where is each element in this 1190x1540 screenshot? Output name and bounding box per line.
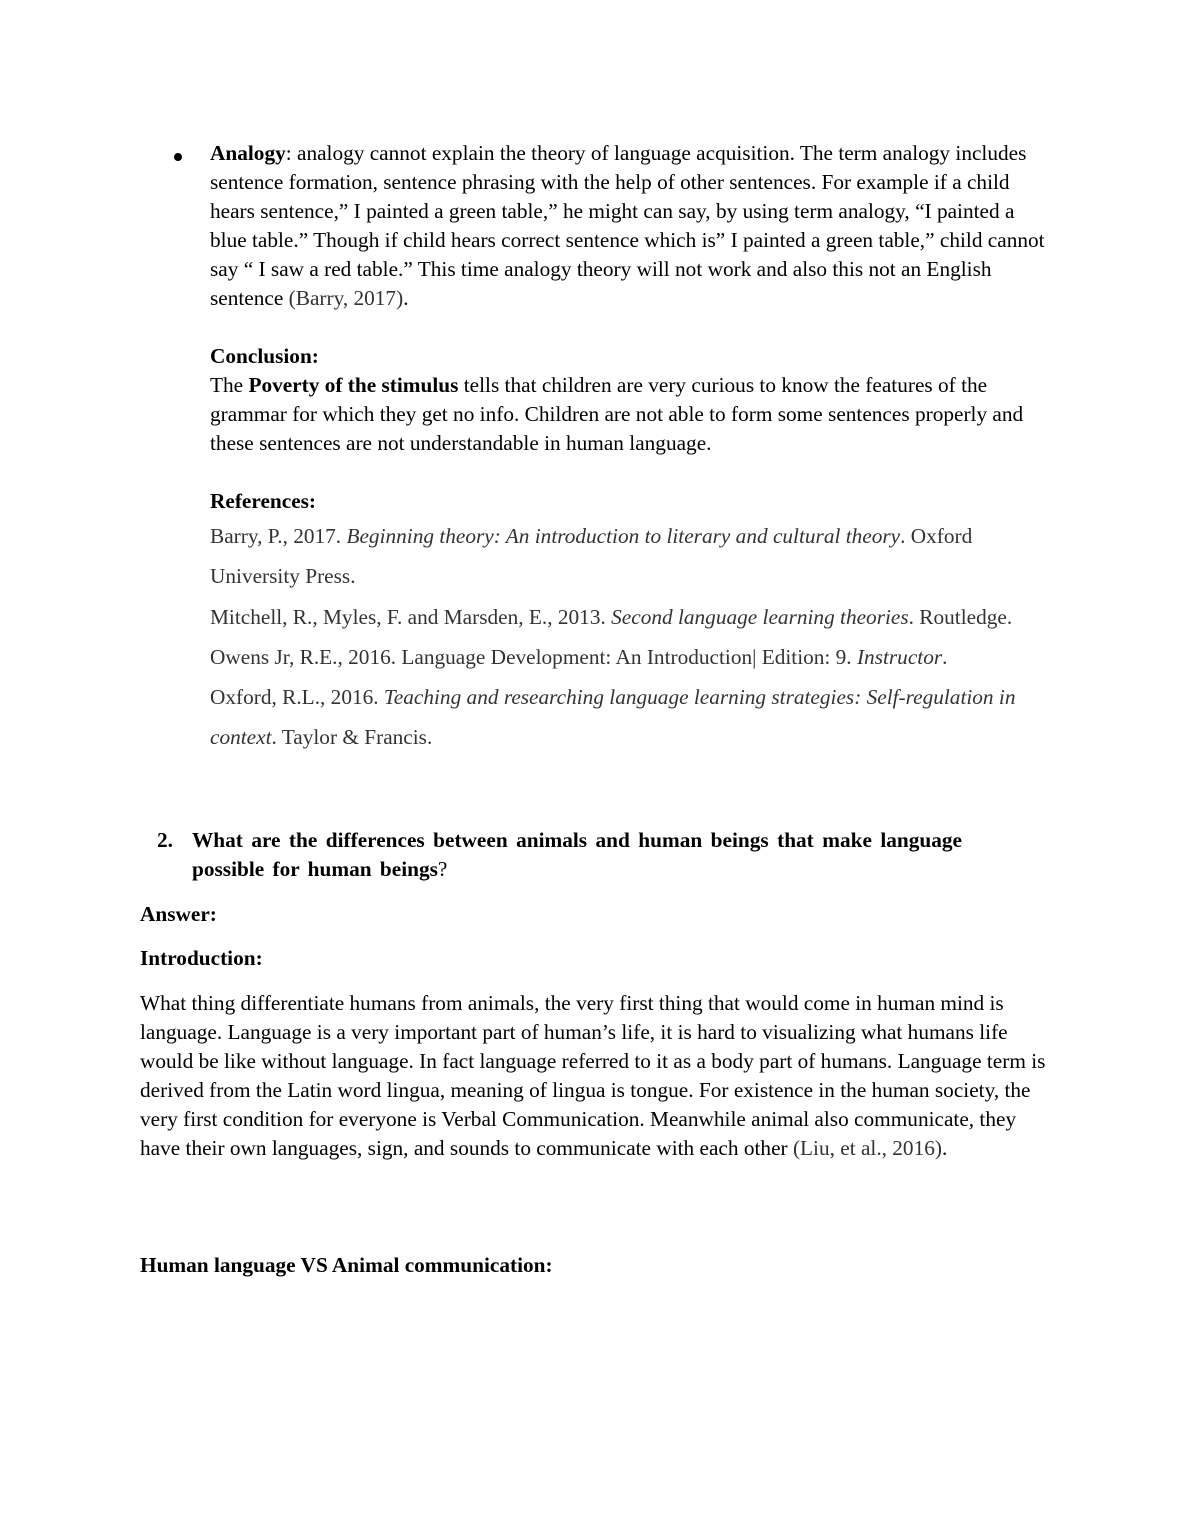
conclusion-lead: The bbox=[210, 373, 249, 397]
conclusion-section bbox=[210, 342, 1040, 458]
question-text bbox=[192, 826, 962, 884]
intro-heading: Introduction: bbox=[140, 946, 263, 970]
reference-item bbox=[210, 637, 1040, 677]
reference-publisher: . Oxford University Press. bbox=[210, 524, 973, 589]
reference-author: Owens Jr, R.E., 2016. Language Development: An Introduction| Edition: 9. bbox=[210, 644, 857, 669]
reference-author: Mitchell, R., Myles, F. and Marsden, E., 2013. bbox=[210, 604, 612, 629]
answer-heading-block bbox=[140, 900, 217, 929]
reference-author: Barry, P., 2017. bbox=[210, 524, 347, 548]
intro-paragraph bbox=[140, 989, 1050, 1163]
references-heading: References: bbox=[210, 489, 317, 513]
analogy-text: : analogy cannot explain the theory of language acquisition. The term analogy includes sentence formation, sentence phrasing with the help of other sentences. For example if a child hears sentence,” I painted a green table,” he might can say, by using term analogy, “I painted a blue table.” Though if child hears correct sentence which is” I painted a green table,” child cannot say “ I saw a red table.” This time analogy theory will not work and also this not an English sentence bbox=[210, 141, 1045, 310]
conclusion-text: tells that children are very curious to know the features of the grammar for which they get no info. Children are not able to form some sentences properly and these sentences are not understandable in human language. bbox=[210, 373, 1024, 455]
reference-item bbox=[210, 516, 1040, 597]
intro-text: What thing differentiate humans from animals, the very first thing that would come in human mind is language. Language is a very important part of human’s life, it is hard to visualizing what humans life would be like without language. In fact language referred to it as a body part of humans. Language term is derived from the Latin word lingua, meaning of lingua is tongue. For existence in the human society, the very first condition for everyone is Verbal Communication. Meanwhile animal also communicate, they have their own languages, sign, and sounds to communicate with each other bbox=[140, 991, 1046, 1160]
intro-citation: (Liu, et al., 2016) bbox=[792, 1136, 942, 1160]
reference-item bbox=[210, 677, 1040, 758]
section-heading-block bbox=[140, 1251, 553, 1280]
reference-publisher: . bbox=[942, 644, 948, 669]
analogy-citation: (Barry, 2017) bbox=[288, 286, 404, 310]
question-number: 2. bbox=[157, 828, 173, 852]
intro-heading-block bbox=[140, 944, 263, 973]
reference-item bbox=[210, 597, 1040, 637]
reference-publisher: . Taylor & Francis. bbox=[271, 725, 433, 750]
reference-title: Instructor bbox=[856, 644, 943, 669]
answer-heading: Answer: bbox=[140, 902, 217, 926]
reference-author: Oxford, R.L., 2016. bbox=[210, 685, 384, 710]
references-list bbox=[210, 516, 1040, 758]
references-heading-block bbox=[210, 487, 1040, 516]
reference-title: Teaching and researching language learning strategies: Self-regulation in context bbox=[210, 685, 1016, 750]
section-heading: Human language VS Animal communication: bbox=[140, 1253, 553, 1277]
question-body: What are the differences between animals and human beings that make language possible for human beings bbox=[192, 828, 962, 881]
analogy-end: . bbox=[403, 286, 409, 310]
analogy-paragraph bbox=[210, 139, 1050, 313]
intro-end: . bbox=[941, 1136, 948, 1160]
bullet-icon bbox=[174, 153, 182, 161]
question-mark: ? bbox=[437, 857, 448, 881]
reference-title: Beginning theory: An introduction to literary and cultural theory bbox=[346, 524, 901, 548]
analogy-term: Analogy bbox=[210, 141, 286, 165]
reference-publisher: . Routledge. bbox=[908, 604, 1013, 629]
reference-title: Second language learning theories bbox=[611, 604, 909, 629]
conclusion-heading: Conclusion: bbox=[210, 344, 319, 368]
conclusion-bold-term: Poverty of the stimulus bbox=[248, 373, 459, 397]
